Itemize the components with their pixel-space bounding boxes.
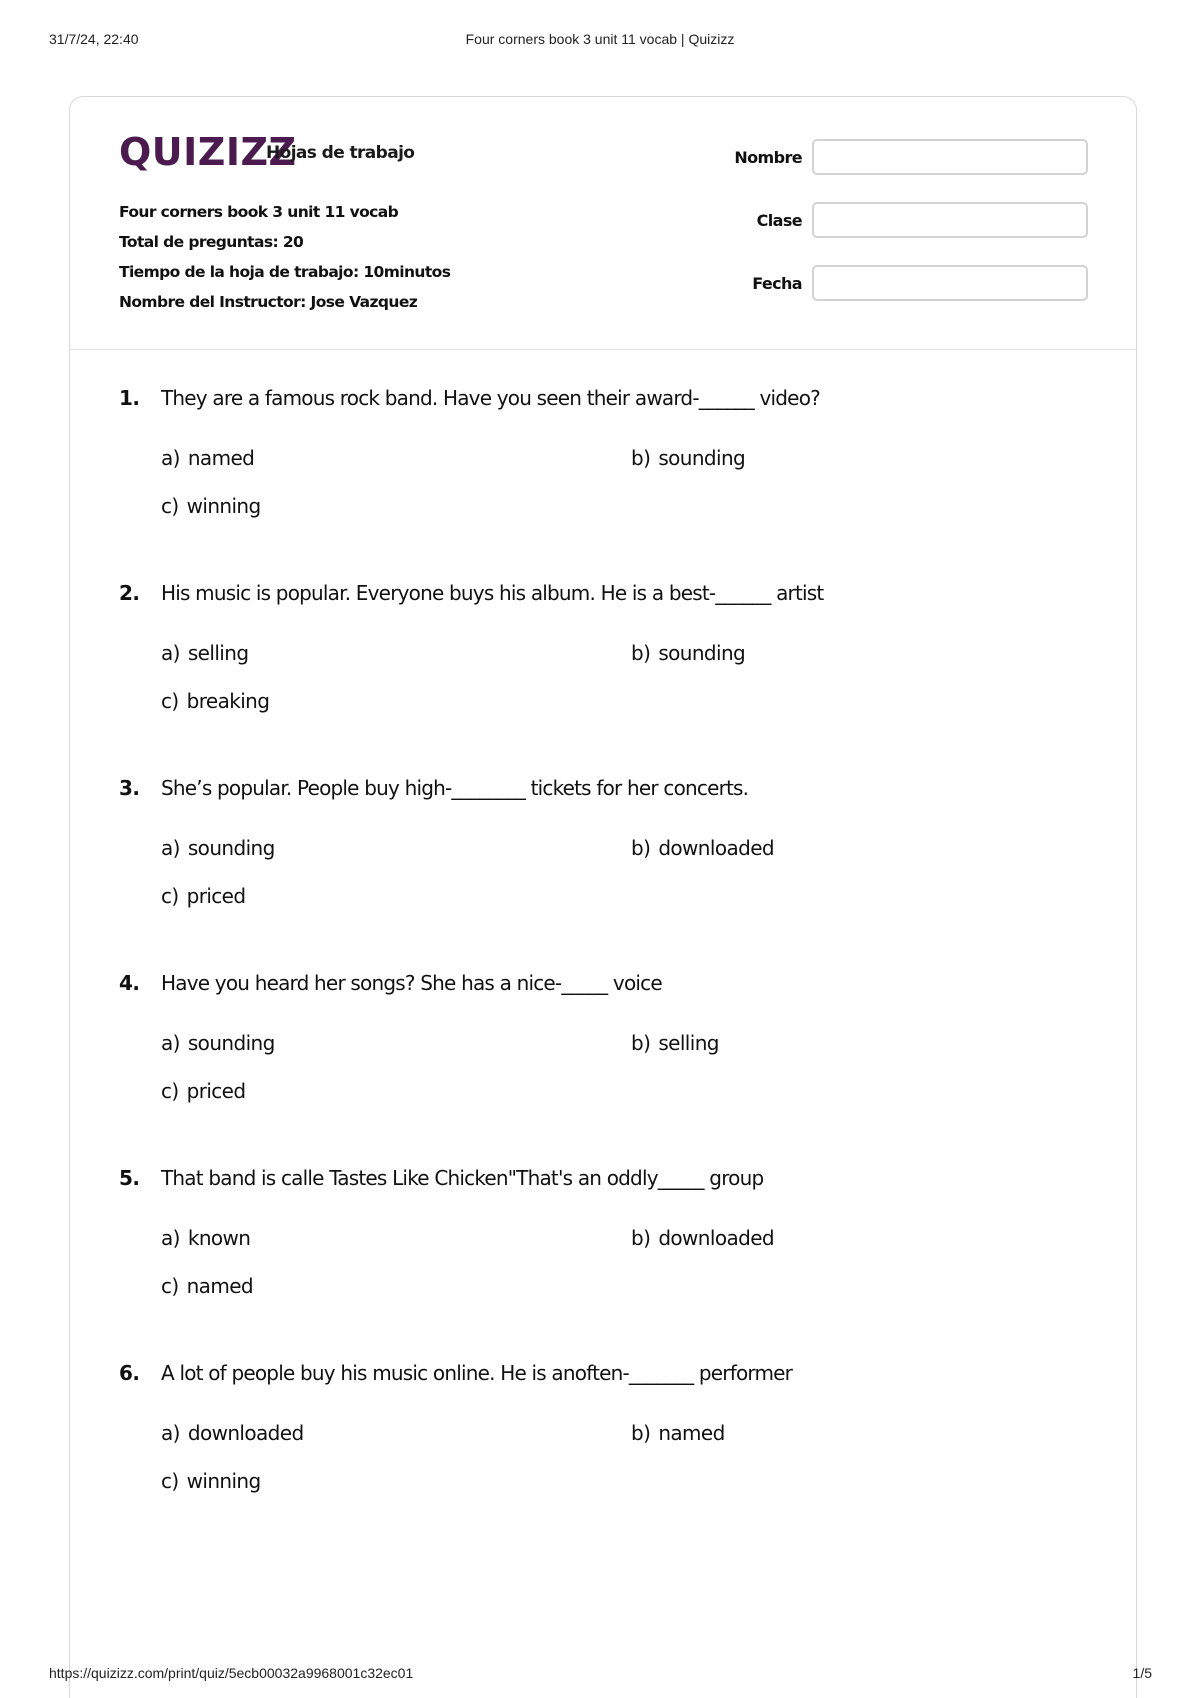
total-questions: Total de preguntas: 20 — [119, 233, 304, 251]
option-text: named — [658, 1421, 725, 1445]
question-number: 3. — [119, 776, 140, 800]
question-text: They are a famous rock band. Have you seen their award-______ video? — [161, 386, 820, 410]
page-number: 1/5 — [1132, 1665, 1152, 1681]
option-letter: b) — [631, 641, 651, 665]
question-item — [70, 971, 1136, 1161]
option-letter: a) — [161, 641, 180, 665]
worksheet-subtitle: Hojas de trabajo — [266, 143, 415, 163]
option-text: selling — [187, 641, 249, 665]
print-footer — [0, 1665, 1200, 1685]
option-text: downloaded — [187, 1421, 304, 1445]
print-header — [0, 31, 1200, 51]
question-item — [70, 581, 1136, 771]
option-c — [161, 1469, 261, 1493]
question-item — [70, 1361, 1136, 1551]
worksheet-time: Tiempo de la hoja de trabajo: 10minutos — [119, 263, 451, 281]
quiz-title: Four corners book 3 unit 11 vocab — [119, 203, 399, 221]
option-b — [631, 1031, 719, 1055]
option-text: downloaded — [658, 836, 775, 860]
worksheet-header — [70, 97, 1136, 350]
option-text: priced — [186, 884, 246, 908]
print-title: Four corners book 3 unit 11 vocab | Quizizz — [465, 31, 735, 47]
option-letter: b) — [631, 446, 651, 470]
option-b — [631, 836, 774, 860]
option-letter: a) — [161, 446, 180, 470]
option-b — [631, 1226, 774, 1250]
question-text: A lot of people buy his music online. He is anoften-_______ performer — [161, 1361, 793, 1385]
option-text: known — [187, 1226, 251, 1250]
option-c — [161, 689, 269, 713]
option-letter: b) — [631, 836, 651, 860]
option-text: breaking — [186, 689, 270, 713]
name-label: Nombre — [734, 148, 802, 167]
option-c — [161, 494, 261, 518]
option-letter: a) — [161, 1226, 180, 1250]
option-a — [161, 1226, 250, 1250]
question-number: 6. — [119, 1361, 140, 1385]
option-a — [161, 641, 248, 665]
option-letter: c) — [161, 1079, 179, 1103]
option-a — [161, 836, 275, 860]
option-a — [161, 446, 254, 470]
option-letter: a) — [161, 1031, 180, 1055]
question-text: Have you heard her songs? She has a nice-_____ voice — [161, 971, 662, 995]
quiz-meta — [119, 197, 450, 317]
option-b — [631, 446, 745, 470]
option-letter: a) — [161, 836, 180, 860]
option-a — [161, 1031, 275, 1055]
option-text: selling — [658, 1031, 719, 1055]
question-number: 5. — [119, 1166, 140, 1190]
option-text: sounding — [658, 446, 746, 470]
question-text: That band is calle Tastes Like Chicken"That's an oddly_____ group — [161, 1166, 764, 1190]
question-number: 2. — [119, 581, 140, 605]
print-url: https://quizizz.com/print/quiz/5ecb00032a9968001c32ec01 — [49, 1665, 414, 1681]
question-item — [70, 776, 1136, 966]
option-text: winning — [186, 1469, 261, 1493]
class-label: Clase — [756, 211, 802, 230]
quizizz-logo: QUIZIZZ — [119, 130, 297, 174]
option-letter: a) — [161, 1421, 180, 1445]
option-text: winning — [186, 494, 261, 518]
question-item — [70, 1166, 1136, 1356]
option-text: sounding — [658, 641, 746, 665]
option-text: sounding — [187, 836, 275, 860]
option-c — [161, 1274, 253, 1298]
option-text: downloaded — [658, 1226, 775, 1250]
print-datetime: 31/7/24, 22:40 — [49, 31, 139, 47]
worksheet-card — [69, 96, 1137, 1698]
option-letter: c) — [161, 1469, 179, 1493]
question-number: 4. — [119, 971, 140, 995]
option-letter: b) — [631, 1031, 651, 1055]
option-letter: c) — [161, 689, 179, 713]
question-item — [70, 386, 1136, 576]
option-letter: c) — [161, 884, 179, 908]
option-letter: b) — [631, 1226, 651, 1250]
date-label: Fecha — [752, 274, 802, 293]
option-text: named — [187, 446, 255, 470]
option-c — [161, 1079, 245, 1103]
option-letter: c) — [161, 1274, 179, 1298]
question-text: His music is popular. Everyone buys his album. He is a best-______ artist — [161, 581, 824, 605]
option-b — [631, 641, 745, 665]
option-text: sounding — [187, 1031, 275, 1055]
option-text: named — [186, 1274, 254, 1298]
date-field[interactable] — [812, 265, 1088, 301]
option-c — [161, 884, 245, 908]
name-field[interactable] — [812, 139, 1088, 175]
class-field[interactable] — [812, 202, 1088, 238]
instructor-name: Nombre del Instructor: Jose Vazquez — [119, 293, 418, 311]
option-b — [631, 1421, 725, 1445]
question-number: 1. — [119, 386, 140, 410]
question-text: She’s popular. People buy high-________ tickets for her concerts. — [161, 776, 749, 800]
option-letter: b) — [631, 1421, 651, 1445]
option-letter: c) — [161, 494, 179, 518]
option-text: priced — [186, 1079, 246, 1103]
option-a — [161, 1421, 304, 1445]
